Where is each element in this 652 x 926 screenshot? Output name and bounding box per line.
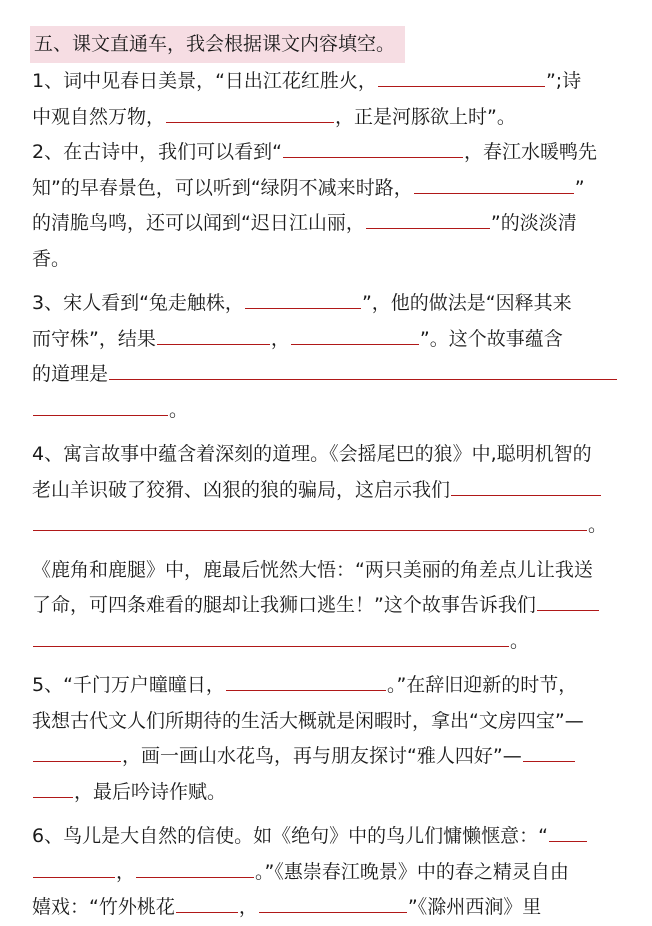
answer-blank[interactable] [33, 858, 115, 878]
answer-blank[interactable] [136, 858, 254, 878]
q1-line-2: 中观自然万物， ，正是河豚欲上时”。 [32, 100, 630, 136]
answer-blank[interactable] [33, 742, 121, 762]
answer-blank[interactable] [33, 778, 73, 798]
q4-line-3: 。 [32, 508, 630, 544]
answer-blank[interactable] [157, 325, 270, 345]
q3-line-1: 3、宋人看到“兔走触株， ”，他的做法是“因释其来 [32, 286, 630, 322]
q4-line-2: 老山羊识破了狡猾、凶狠的狼的骗局，这启示我们 [32, 473, 630, 509]
answer-blank[interactable] [226, 671, 386, 691]
q5-line-1: 5、“千门万户曈曈日， 。”在辞旧迎新的时节， [32, 668, 630, 704]
answer-blank[interactable] [259, 893, 407, 913]
answer-blank[interactable] [109, 360, 617, 380]
answer-blank[interactable] [33, 627, 509, 647]
section-title: 五、课文直通车，我会根据课文内容填空。 [30, 26, 405, 63]
answer-blank[interactable] [283, 138, 463, 158]
q2-line-4: 香。 [32, 247, 71, 270]
answer-blank[interactable] [451, 476, 601, 496]
answer-blank[interactable] [291, 325, 419, 345]
answer-blank[interactable] [537, 591, 599, 611]
q2-line-3: 的清脆鸟鸣，还可以闻到“迟日江山丽， ”的淡淡清 [32, 206, 630, 242]
q4-line-6: 。 [32, 624, 630, 660]
q5-line-3: ，画一画山水花鸟，再与朋友探讨“雅人四好”— [32, 739, 630, 775]
answer-blank[interactable] [366, 209, 490, 229]
q6-line-1: 6、鸟儿是大自然的信使。如《绝句》中的鸟儿们慵懒惬意：“ [32, 819, 630, 855]
q6-line-3: 嬉戏：“竹外桃花 ， ”《滁州西涧》里 [32, 890, 630, 926]
answer-blank[interactable] [176, 893, 238, 913]
q3-line-4: 。 [32, 393, 630, 429]
q4-line-5: 了命，可四条难看的腿却让我狮口逃生！”这个故事告诉我们 [32, 588, 630, 624]
q2-line-1: 2、在古诗中，我们可以看到“ ，春江水暖鸭先 [32, 135, 630, 171]
answer-blank[interactable] [33, 396, 168, 416]
q2-line-2: 知”的早春景色，可以听到“绿阴不减来时路， ” [32, 171, 630, 207]
answer-blank[interactable] [33, 511, 587, 531]
q3-line-2: 而守株”，结果 ， ”。这个故事蕴含 [32, 322, 630, 358]
q3-line-3: 的道理是 [32, 357, 630, 393]
answer-blank[interactable] [523, 742, 575, 762]
answer-blank[interactable] [549, 822, 587, 842]
q5-line-4: ，最后吟诗作赋。 [32, 775, 630, 811]
answer-blank[interactable] [245, 289, 361, 309]
q1-line-1: 1、词中见春日美景，“日出江花红胜火， ”;诗 [32, 64, 630, 100]
q6-line-2: ， 。”《惠崇春江晚景》中的春之精灵自由 [32, 855, 630, 891]
q5-line-2: 我想古代文人们所期待的生活大概就是闲暇时，拿出“文房四宝”— [32, 709, 584, 732]
answer-blank[interactable] [166, 103, 334, 123]
q4-line-1: 4、寓言故事中蕴含着深刻的道理。《会摇尾巴的狼》中,聪明机智的 [32, 443, 592, 465]
q4-line-4: 《鹿角和鹿腿》中，鹿最后恍然大悟：“两只美丽的角差点儿让我送 [32, 558, 593, 581]
answer-blank[interactable] [378, 67, 545, 87]
answer-blank[interactable] [414, 174, 574, 194]
